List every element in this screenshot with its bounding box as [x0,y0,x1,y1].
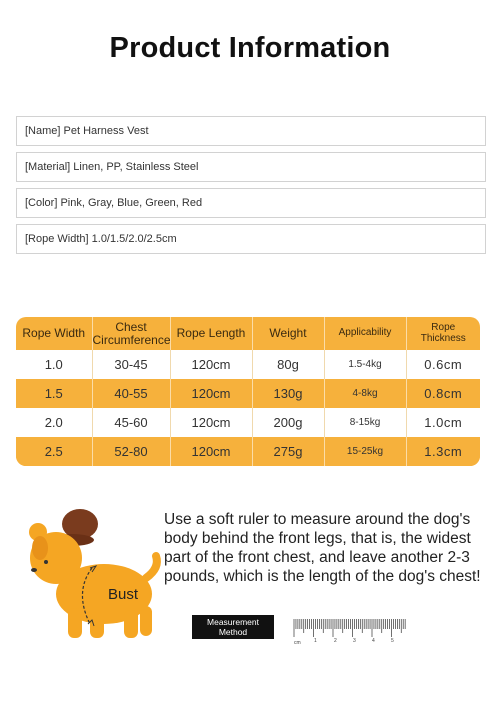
page-title: Product Information [109,32,391,64]
info-name: [Name] Pet Harness Vest [16,116,486,146]
cell-thickness: 1.0cm [406,408,480,437]
product-info-list [16,116,486,260]
cell-rope-length: 120cm [170,379,252,408]
method-line1: Measurement [207,617,259,627]
cell-thickness: 1.3cm [406,437,480,466]
cell-weight: 200g [252,408,324,437]
header-chest-line2: Circumference [92,332,171,347]
table-header-row [16,317,480,350]
ruler-tick-label: 1 [314,638,317,644]
cell-thickness: 0.8cm [406,379,480,408]
size-table-grid [16,317,480,466]
cell-applicability: 1.5-4kg [324,350,406,379]
header-thickness-line1: Rope [431,322,456,333]
header-chest [92,317,170,350]
size-table [16,317,480,466]
info-color: [Color] Pink, Gray, Blue, Green, Red [16,188,486,218]
table-row [16,350,480,379]
header-thickness-line2: Thickness [420,332,466,344]
cell-rope-width: 1.5 [16,379,92,408]
info-material: [Material] Linen, PP, Stainless Steel [16,152,486,182]
cell-chest: 30-45 [92,350,170,379]
cell-rope-width: 2.0 [16,408,92,437]
ruler-unit: cm [294,640,301,646]
measurement-method-badge [192,615,274,639]
cell-applicability: 15-25kg [324,437,406,466]
cell-weight: 130g [252,379,324,408]
ruler-ticks [294,619,405,637]
header-rope-length: Rope Length [170,317,252,350]
cell-rope-length: 120cm [170,408,252,437]
table-row [16,379,480,408]
info-rope-width: [Rope Width] 1.0/1.5/2.0/2.5cm [16,224,486,254]
header-rope-width: Rope Width [22,326,86,341]
dog-illustration [16,496,166,646]
cell-rope-width: 1.0 [16,350,92,379]
header-weight: Weight [252,317,324,350]
cell-weight: 275g [252,437,324,466]
table-row [16,437,480,466]
method-line2: Method [218,627,248,637]
cell-rope-length: 120cm [170,437,252,466]
cell-chest: 52-80 [92,437,170,466]
cell-weight: 80g [252,350,324,379]
cell-applicability: 4-8kg [324,379,406,408]
header-chest-line1: Chest [115,319,147,334]
cell-chest: 45-60 [92,408,170,437]
ruler-tick-label: 5 [391,638,394,644]
ruler-tick-label: 3 [353,638,356,644]
measurement-instruction: Use a soft ruler to measure around the dog's body behind the front legs, that is, the widest part of the front chest, and leave another 2-3 pounds, which is the length of the dog's chest! [164,511,481,585]
cell-applicability: 8-15kg [324,408,406,437]
cell-thickness: 0.6cm [406,350,480,379]
header-applicability: Applicability [324,317,406,350]
ruler-tick-label: 2 [334,638,337,644]
table-row [16,408,480,437]
cell-chest: 40-55 [92,379,170,408]
ruler-tick-label: 4 [372,638,375,644]
ruler-icon [292,617,408,647]
bust-label: Bust [108,586,139,603]
cell-rope-width: 2.5 [16,437,92,466]
cell-rope-length: 120cm [170,350,252,379]
header-thickness [406,317,480,350]
